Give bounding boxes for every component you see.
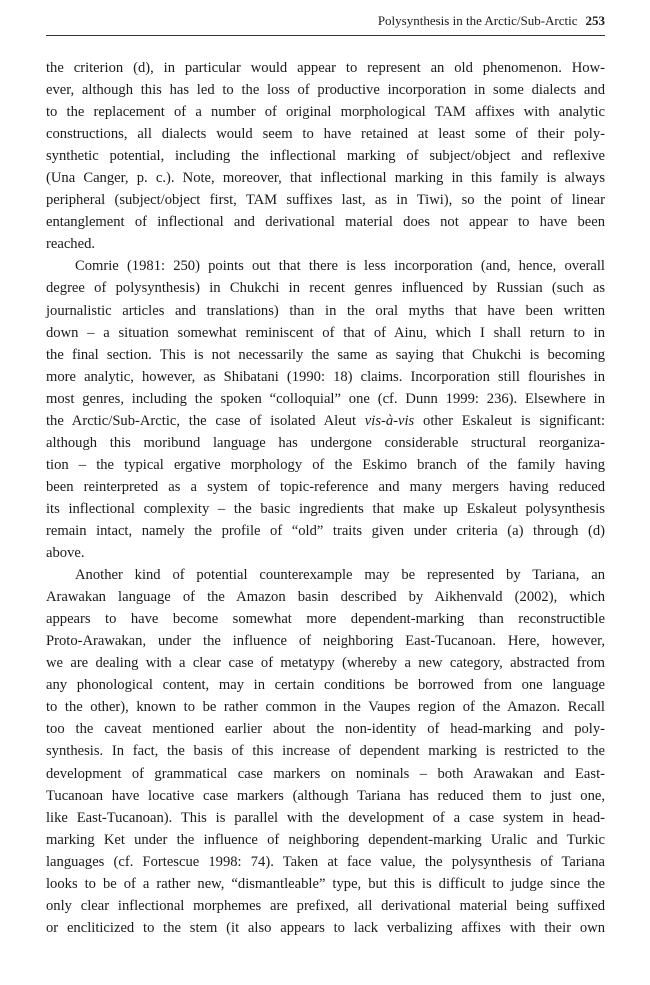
text-line: any phonological content, may in certain conditions be borrowed from one language: [46, 677, 605, 694]
text-line: more analytic, however, as Shibatani (1990: 18) claims. Incorporation still flourishes in: [46, 368, 605, 385]
text-line: down – a situation somewhat reminiscent of that of Ainu, which I shall return to in: [46, 324, 605, 341]
text-line: most genres, including the spoken “colloquial” one (cf. Dunn 1999: 236). Elsewhere in: [46, 390, 605, 407]
text-line: Another kind of potential counterexample may be represented by Tariana, an: [75, 567, 605, 584]
text-line: to the replacement of a number of original morphological TAM affixes with analytic: [46, 104, 605, 121]
text-line: degree of polysynthesis) in Chukchi in recent genres influenced by Russian (such as: [46, 280, 605, 297]
text-line: peripheral (subject/object first, TAM suffixes last, as in Tiwi), so the point of linear: [46, 192, 605, 209]
italic-term: vis-à-vis: [364, 412, 415, 429]
text-line: too the caveat mentioned earlier about the non-identity of head-marking and poly-: [46, 721, 605, 738]
text-line: only clear inflectional morphemes are prefixed, all derivational material being suffixed: [46, 897, 605, 914]
text-line: looks to be of a rather new, “dismantleable” type, but this is difficult to judge since the: [46, 875, 605, 892]
text-line: Proto-Arawakan, under the influence of neighboring East-Tucanoan. Here, however,: [46, 633, 605, 650]
text-line: constructions, all dialects would seem to have retained at least some of their poly-: [46, 126, 605, 143]
text-line: languages (cf. Fortescue 1998: 74). Taken at face value, the polysynthesis of Tariana: [46, 853, 605, 870]
text-line: synthesis. In fact, the basis of this increase of dependent marking is restricted to the: [46, 743, 605, 760]
paragraph-3: [46, 564, 605, 939]
paragraph-1: [46, 57, 605, 255]
page-number: 253: [585, 13, 605, 28]
text-line: we are dealing with a clear case of metatypy (whereby a new category, abstracted from: [46, 655, 605, 672]
text-line: journalistic articles and translations) than in the oral myths that have been written: [46, 302, 605, 319]
text-line: synthetic potential, including the inflectional marking of subject/object and reflexive: [46, 148, 605, 165]
text-line: the criterion (d), in particular would appear to represent an old phenomenon. How-: [46, 60, 605, 76]
text-line: above.: [46, 545, 85, 562]
text-line: to the other), known to be rather common in the Vaupes region of the Amazon. Recall: [46, 699, 605, 716]
text-line: been reinterpreted as a system of topic-reference and many mergers having reduced: [46, 478, 605, 495]
text-line: the Arctic/Sub-Arctic, the case of isolated Aleut vis-à-vis other Eskaleut is significant:: [46, 412, 605, 429]
text-line: ever, although this has led to the loss of productive incorporation in some dialects and: [46, 82, 605, 99]
text-line: marking Ket under the influence of neighboring dependent-marking Uralic and Turkic: [46, 831, 605, 848]
text-line: Arawakan language of the Amazon basin described by Aikhenvald (2002), which: [46, 589, 605, 606]
text-line: development of grammatical case markers on nominals – both Arawakan and East-: [46, 765, 605, 782]
text-line: although this moribund language has undergone considerable structural reorganiza-: [46, 434, 605, 451]
text-line: the final section. This is not necessarily the same as saying that Chukchi is becoming: [46, 346, 605, 363]
text-line: appears to have become somewhat more dependent-marking than reconstructible: [46, 611, 605, 628]
text-line: like East-Tucanoan). This is parallel with the development of a case system in head-: [46, 809, 605, 826]
text-line: (Una Canger, p. c.). Note, moreover, that inflectional marking in this family is always: [46, 170, 605, 187]
text-line: entanglement of inflectional and derivational material does not appear to have been: [46, 214, 605, 231]
body-text: [46, 57, 605, 939]
running-header: [46, 10, 605, 32]
text-line: remain intact, namely the profile of “old” traits given under criteria (a) through (d): [46, 522, 605, 539]
header-rule: [46, 35, 605, 36]
text-line: its inflectional complexity – the basic ingredients that make up Eskaleut polysynthesis: [46, 500, 605, 517]
paragraph-2: [46, 255, 605, 564]
text-line: reached.: [46, 236, 96, 253]
text-line: Comrie (1981: 250) points out that there is less incorporation (and, hence, overall: [75, 258, 605, 275]
text-line: Tucanoan have locative case markers (although Tariana has reduced them to just one,: [46, 787, 605, 804]
text-line: or encliticized to the stem (it also appears to lack verbalizing affixes with their own: [46, 919, 605, 936]
running-title: Polysynthesis in the Arctic/Sub-Arctic: [377, 13, 578, 28]
text-line: tion – the typical ergative morphology of the Eskimo branch of the family having: [46, 456, 605, 473]
